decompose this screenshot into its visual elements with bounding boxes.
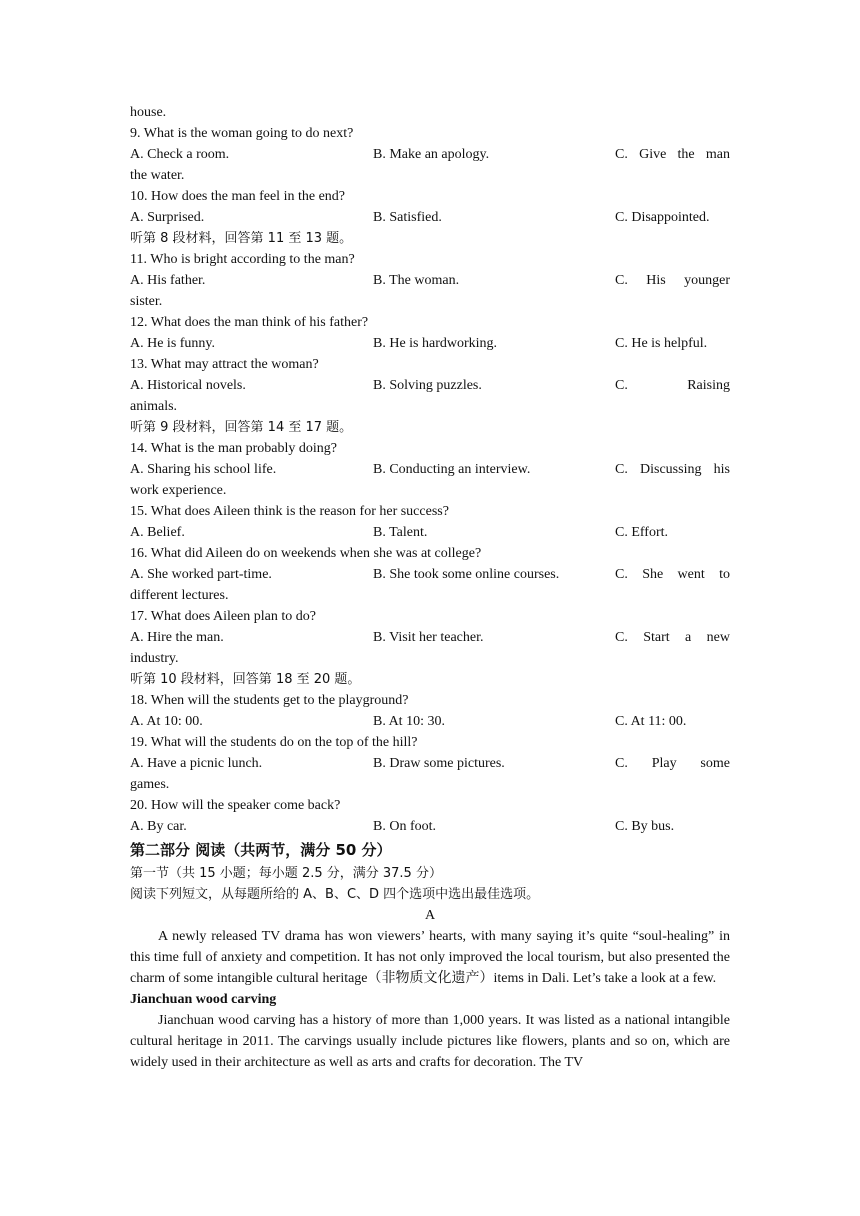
option-a: A. Belief.	[130, 525, 185, 540]
question-15: 15. What does Aileen think is the reason for her success?	[130, 504, 449, 519]
question-11: 11. Who is bright according to the man?	[130, 252, 355, 267]
option-a: A. Check a room.	[130, 147, 230, 162]
option-c: C. By bus.	[615, 819, 675, 834]
option-c: C. Disappointed.	[615, 210, 710, 225]
question-16: 16. What did Aileen do on weekends when she was at college?	[130, 546, 482, 561]
option-b: B. At 10: 30.	[373, 714, 445, 729]
option-c-continuation: work experience.	[130, 483, 227, 498]
passage-paragraph-1: A newly released TV drama has won viewers’ hearts, with many saying it’s quite “soul-healing” in this time full of anxiety and competition. It has not only improved the local tourism, but also presented the charm of some intangible cultural heritage（非物质文化遗产）items in Dali. Let’s take a look at a few.	[130, 929, 730, 986]
option-a: A. He is funny.	[130, 336, 216, 351]
option-c: C. At 11: 00.	[615, 714, 687, 729]
options-10	[130, 207, 730, 228]
passage-paragraph-2: Jianchuan wood carving has a history of more than 1,000 years. It was listed as a national intangible cultural heritage in 2011. The carvings usually include pictures like flowers, plants and so on, which are widely used in their architecture as well as arts and crafts for decoration. The TV	[130, 1013, 730, 1070]
option-a: A. His father.	[130, 273, 206, 288]
part-heading: 第二部分 阅读（共两节，满分 50 分）	[130, 841, 392, 859]
option-c: C. Give the man	[615, 147, 730, 162]
question-17: 17. What does Aileen plan to do?	[130, 609, 316, 624]
options-15	[130, 522, 730, 543]
option-c-continuation: games.	[130, 777, 170, 792]
options-19	[130, 753, 730, 774]
option-b: B. Draw some pictures.	[373, 756, 505, 771]
option-c-continuation: the water.	[130, 168, 185, 183]
options-20	[130, 816, 730, 837]
section-instruction: 听第 9 段材料，回答第 14 至 17 题。	[130, 420, 353, 435]
document-page	[130, 102, 730, 1073]
option-a: A. She worked part-time.	[130, 567, 272, 582]
option-a: A. Sharing his school life.	[130, 462, 277, 477]
question-13: 13. What may attract the woman?	[130, 357, 319, 372]
question-10: 10. How does the man feel in the end?	[130, 189, 345, 204]
options-18	[130, 711, 730, 732]
question-19: 19. What will the students do on the top of the hill?	[130, 735, 418, 750]
options-16	[130, 564, 730, 585]
option-c-continuation: sister.	[130, 294, 163, 309]
option-b: B. She took some online courses.	[373, 567, 560, 582]
question-14: 14. What is the man probably doing?	[130, 441, 337, 456]
section-instruction: 听第 10 段材料，回答第 18 至 20 题。	[130, 672, 361, 687]
option-b: B. Visit her teacher.	[373, 630, 484, 645]
option-b: B. The woman.	[373, 273, 460, 288]
option-a: A. Historical novels.	[130, 378, 246, 393]
section-instruction: 听第 8 段材料，回答第 11 至 13 题。	[130, 231, 353, 246]
option-c: C. Effort.	[615, 525, 669, 540]
option-b: B. He is hardworking.	[373, 336, 498, 351]
option-c-continuation: industry.	[130, 651, 179, 666]
option-c: C. Start a new	[615, 630, 730, 645]
passage-subheading: Jianchuan wood carving	[130, 992, 277, 1007]
option-a: A. Surprised.	[130, 210, 205, 225]
option-c: C. Raising	[615, 378, 730, 393]
option-c: C. Play some	[615, 756, 730, 771]
options-14	[130, 459, 730, 480]
option-b: B. Satisfied.	[373, 210, 442, 225]
options-11	[130, 270, 730, 291]
option-c: C. His younger	[615, 273, 730, 288]
instruction: 阅读下列短文，从每题所给的 A、B、C、D 四个选项中选出最佳选项。	[130, 887, 540, 902]
option-c-continuation: animals.	[130, 399, 178, 414]
option-c: C. Discussing his	[615, 462, 730, 477]
option-a: A. Hire the man.	[130, 630, 224, 645]
question-12: 12. What does the man think of his father?	[130, 315, 369, 330]
options-12	[130, 333, 730, 354]
options-9	[130, 144, 730, 165]
option-c: C. She went to	[615, 567, 730, 582]
option-c: C. He is helpful.	[615, 336, 708, 351]
option-c-continuation: different lectures.	[130, 588, 229, 603]
question-18: 18. When will the students get to the playground?	[130, 693, 409, 708]
option-a: A. By car.	[130, 819, 187, 834]
option-b: B. On foot.	[373, 819, 436, 834]
option-b: B. Talent.	[373, 525, 428, 540]
option-b: B. Conducting an interview.	[373, 462, 531, 477]
option-a: A. Have a picnic lunch.	[130, 756, 263, 771]
text-line: house.	[130, 105, 167, 120]
section-title: 第一节（共 15 小题；每小题 2.5 分，满分 37.5 分）	[130, 866, 442, 881]
option-b: B. Solving puzzles.	[373, 378, 482, 393]
question-20: 20. How will the speaker come back?	[130, 798, 341, 813]
question-9: 9. What is the woman going to do next?	[130, 126, 354, 141]
option-a: A. At 10: 00.	[130, 714, 203, 729]
options-17	[130, 627, 730, 648]
options-13	[130, 375, 730, 396]
passage-label: A	[424, 908, 436, 923]
option-b: B. Make an apology.	[373, 147, 490, 162]
